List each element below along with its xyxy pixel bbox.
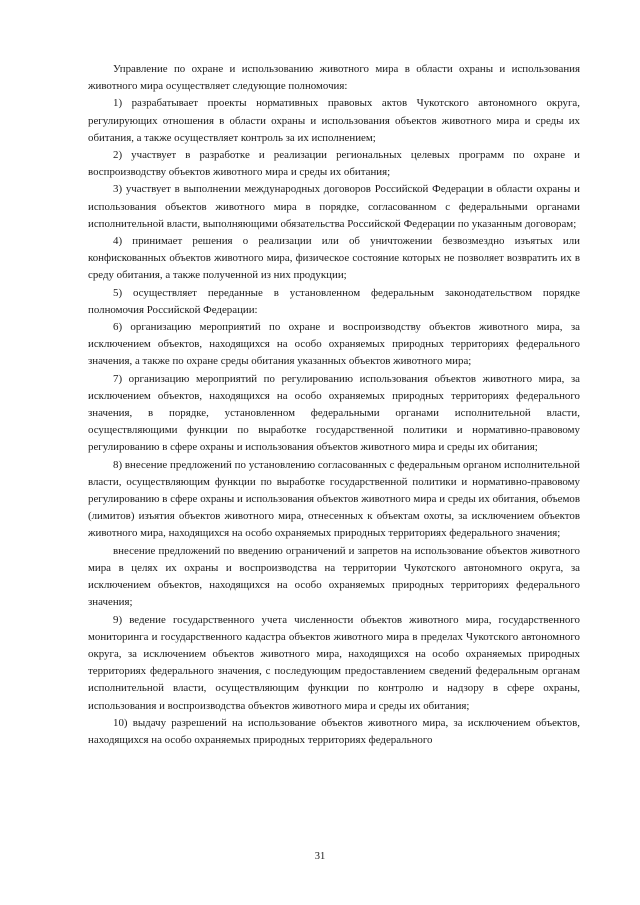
paragraph-item-8-continued: внесение предложений по введению ограничений и запретов на использование объектов животного мира в целях их охраны и воспроизводства на территории Чукотского автономного округа, за исключением объектов, находящихся на особо охраняемых природных территориях федерального значения; <box>88 544 580 609</box>
paragraph-item-8: 8) внесение предложений по установлению согласованных с федеральным органом исполнительной власти, осуществляющим функции по выработке государственной политики и нормативно-правовому регулированию в сфере охраны и использования объектов животного мира и среды их обитания, объемов (лимитов) изъятия объектов животного мира, отнесенных к объектам охоты, за исключением объектов животного мира, находящихся на особо охраняемых природных территориях федерального значения; <box>88 458 580 540</box>
paragraph-intro: Управление по охране и использованию животного мира в области охраны и использования животного мира осуществляет следующие полномочия: <box>88 63 580 93</box>
paragraph-item-2: 2) участвует в разработке и реализации региональных целевых программ по охране и воспроизводству объектов животного мира и среды их обитания; <box>88 149 580 179</box>
document-body <box>88 61 580 749</box>
paragraph-item-7: 7) организацию мероприятий по регулированию использования объектов животного мира, за исключением объектов, находящихся на особо охраняемых природных территориях федерального значения, в порядке, установленном федеральными органами исполнительной власти, осуществляющими функции по выработке государственной политики и нормативно-правовому регулированию в сфере охраны и использования объектов животного мира и среды их обитания; <box>88 372 580 454</box>
paragraph-item-1: 1) разрабатывает проекты нормативных правовых актов Чукотского автономного округа, регулирующих отношения в области охраны и использования объектов животного мира и среды их обитания, а также осуществляет контроль за их исполнением; <box>88 97 580 144</box>
paragraph-item-4: 4) принимает решения о реализации или об уничтожении безвозмездно изъятых или конфискованных объектов животного мира, физическое состояние которых не позволяет возвратить их в среду обитания, а также полученной из них продукции; <box>88 235 580 282</box>
paragraph-item-10: 10) выдачу разрешений на использование объектов животного мира, за исключением объектов, находящихся на особо охраняемых природных территориях федерального <box>88 716 580 746</box>
paragraph-item-9: 9) ведение государственного учета численности объектов животного мира, государственного мониторинга и государственного кадастра объектов животного мира в пределах Чукотского автономного округа, за исключением объектов животного мира, находящихся на особо охраняемых природных территориях федерального значения, с последующим предоставлением сведений федеральным органам исполнительной власти, осуществляющим функции по контролю и надзору в сфере охраны, использования и воспроизводства объектов животного мира и среды их обитания; <box>88 613 580 712</box>
paragraph-item-6: 6) организацию мероприятий по охране и воспроизводству объектов животного мира, за исключением объектов, находящихся на особо охраняемых природных территориях федерального значения, а также по охране среды обитания указанных объектов животного мира; <box>88 321 580 368</box>
paragraph-item-5: 5) осуществляет переданные в установленном федеральным законодательством порядке полномочия Российской Федерации: <box>88 286 580 316</box>
paragraph-item-3: 3) участвует в выполнении международных договоров Российской Федерации в области охраны и использования объектов животного мира в порядке, согласованном с федеральными органами исполнительной власти, выполняющими обязательства Российской Федерации по указанным договорам; <box>88 183 580 230</box>
page-number: 31 <box>314 851 326 862</box>
